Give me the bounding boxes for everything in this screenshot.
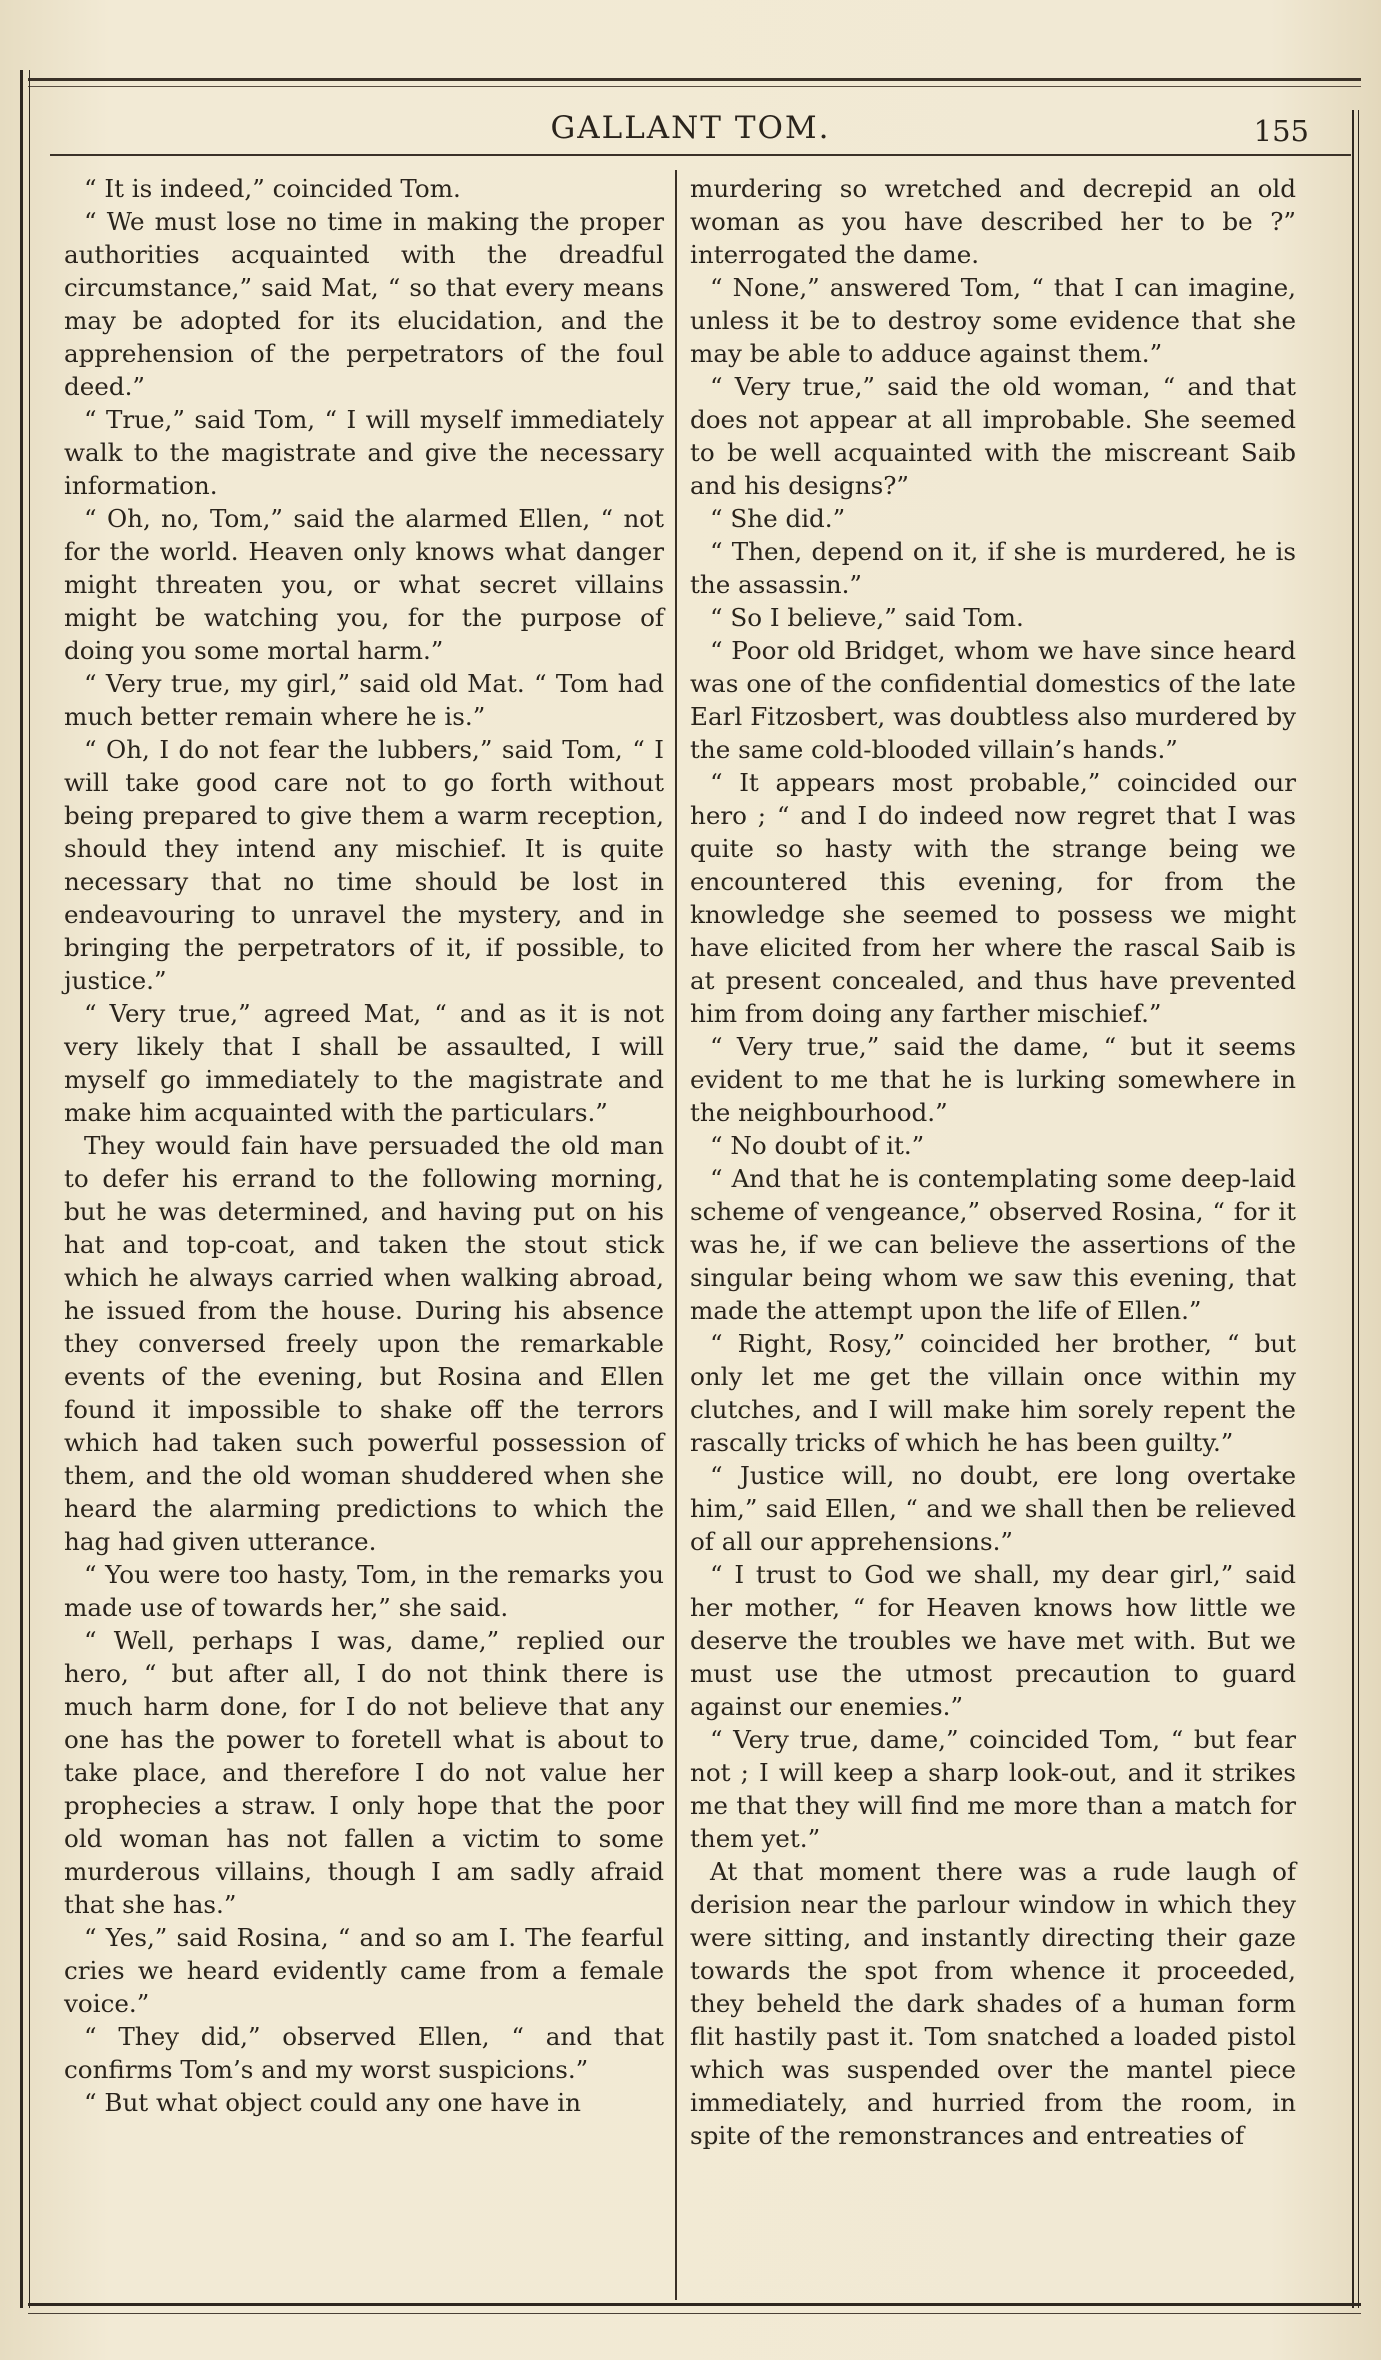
- paragraph: “ So I believe,” said Tom.: [710, 603, 1024, 632]
- paragraph: “ Justice will, no doubt, ere long overtake him,” said Ellen, “ and we shall then be relieved of all our apprehensions.”: [690, 1461, 1296, 1556]
- paragraph: “ Very true, my girl,” said old Mat. “ Tom had much better remain where he is.”: [64, 669, 664, 731]
- paragraph: “ Oh, I do not fear the lubbers,” said Tom, “ I will take good care not to go forth without being prepared to give them a warm reception, should they intend any mischief. It is quite necessary that no time should be lost in endeavouring to unravel the mystery, and in bringing the perpetrators of it, if possible, to justice.”: [64, 735, 664, 995]
- paragraph: “ Then, depend on it, if she is murdered, he is the assassin.”: [690, 537, 1296, 599]
- paragraph: “ They did,” observed Ellen, “ and that confirms Tom’s and my worst suspicions.”: [64, 2022, 664, 2084]
- paragraph: “ Yes,” said Rosina, “ and so am I. The fearful cries we heard evidently came from a female voice.”: [64, 1923, 664, 2018]
- paragraph: “ None,” answered Tom, “ that I can imagine, unless it be to destroy some evidence that she may be able to adduce against them.”: [690, 273, 1296, 368]
- paragraph: They would fain have persuaded the old man to defer his errand to the following morning, but he was determined, and having put on his hat and top-coat, and taken the stout stick which he always carried when walking abroad, he issued from the house. During his absence they conversed freely upon the remarkable events of the evening, but Rosina and Ellen found it impossible to shake off the terrors which had taken such powerful possession of them, and the old woman shuddered when she heard the alarming predictions to which the hag had given utterance.: [64, 1131, 664, 1556]
- paragraph: “ Well, perhaps I was, dame,” replied our hero, “ but after all, I do not think there is much harm done, for I do not believe that any one has the power to foretell what is about to take place, and therefore I do not value her prophecies a straw. I only hope that the poor old woman has not fallen a victim to some murderous villains, though I am sadly afraid that she has.”: [64, 1626, 664, 1919]
- paragraph: “ It is indeed,” coincided Tom.: [84, 174, 461, 203]
- top-rule: [28, 78, 1361, 81]
- paragraph: “ We must lose no time in making the proper authorities acquainted with the dreadful circumstance,” said Mat, “ so that every means may be adopted for its elucidation, and the apprehension of the perpetrators of the foul deed.”: [64, 207, 664, 401]
- paragraph: “ Right, Rosy,” coincided her brother, “ but only let me get the villain once within my clutches, and I will make him sorely repent the rascally tricks of which he has been guilty.”: [690, 1329, 1296, 1457]
- paragraph: “ She did.”: [710, 504, 846, 533]
- paragraph: “ No doubt of it.”: [710, 1131, 925, 1160]
- running-title: GALLANT TOM.: [550, 110, 831, 146]
- paragraph: “ True,” said Tom, “ I will myself immediately walk to the magistrate and give the necessary information.: [64, 405, 664, 500]
- paragraph: “ Very true,” said the old woman, “ and that does not appear at all improbable. She seemed to be well acquainted with the miscreant Saib and his designs?”: [690, 372, 1296, 500]
- paragraph: “ Poor old Bridget, whom we have since heard was one of the confidential domestics of the late Earl Fitzosbert, was doubtless also murdered by the same cold-blooded villain’s hands.”: [690, 636, 1296, 764]
- paragraph: “ It appears most probable,” coincided our hero ; “ and I do indeed now regret that I was quite so hasty with the strange being we encountered this evening, for from the knowledge she seemed to possess we might have elicited from her where the rascal Saib is at present concealed, and thus have prevented him from doing any farther mischief.”: [690, 768, 1296, 1028]
- text-columns: [64, 172, 1325, 2300]
- paragraph: “ You were too hasty, Tom, in the remarks you made use of towards her,” she said.: [64, 1560, 664, 1622]
- right-frame-rule: [1352, 110, 1359, 2308]
- left-column: [64, 172, 664, 2300]
- column-divider: [675, 170, 677, 2300]
- paragraph: “ Oh, no, Tom,” said the alarmed Ellen, “ not for the world. Heaven only knows what danger might threaten you, or what secret villains might be watching you, for the purpose of doing you some mortal harm.”: [64, 504, 664, 665]
- paragraph: At that moment there was a rude laugh of derision near the parlour window in which they were sitting, and instantly directing their gaze towards the spot from whence it proceeded, they beheld the dark shades of a human form flit hastily past it. Tom snatched a loaded pistol which was suspended over the mantel piece immediately, and hurried from the room, in spite of the remonstrances and entreaties of: [690, 1857, 1296, 2150]
- right-column: [690, 172, 1296, 2300]
- bottom-rule: [28, 2303, 1361, 2306]
- paragraph: “ Very true,” agreed Mat, “ and as it is not very likely that I shall be assaulted, I will myself go immediately to the magistrate and make him acquainted with the particulars.”: [64, 999, 664, 1127]
- paragraph: “ Very true,” said the dame, “ but it seems evident to me that he is lurking somewhere in the neighbourhood.”: [690, 1032, 1296, 1127]
- paragraph: “ But what object could any one have in: [84, 2088, 582, 2117]
- header-rule: [50, 154, 1351, 156]
- page-header: [60, 110, 1321, 160]
- paragraph: “ I trust to God we shall, my dear girl,” said her mother, “ for Heaven knows how little we deserve the troubles we have met with. But we must use the utmost precaution to guard against our enemies.”: [690, 1560, 1296, 1721]
- top-rule-thin: [28, 86, 1361, 87]
- paragraph: “ And that he is contemplating some deep-laid scheme of vengeance,” observed Rosina, “ for it was he, if we can believe the assertions of the singular being whom we saw this evening, that made the attempt upon the life of Ellen.”: [690, 1164, 1296, 1325]
- paragraph-continued: murdering so wretched and decrepid an old woman as you have described her to be ?” interrogated the dame.: [690, 174, 1296, 269]
- paragraph: “ Very true, dame,” coincided Tom, “ but fear not ; I will keep a sharp look-out, and it strikes me that they will find me more than a match for them yet.”: [690, 1725, 1296, 1853]
- left-frame-rule: [20, 70, 30, 2308]
- bottom-rule-thin: [28, 2313, 1361, 2314]
- page-number: 155: [1253, 114, 1309, 148]
